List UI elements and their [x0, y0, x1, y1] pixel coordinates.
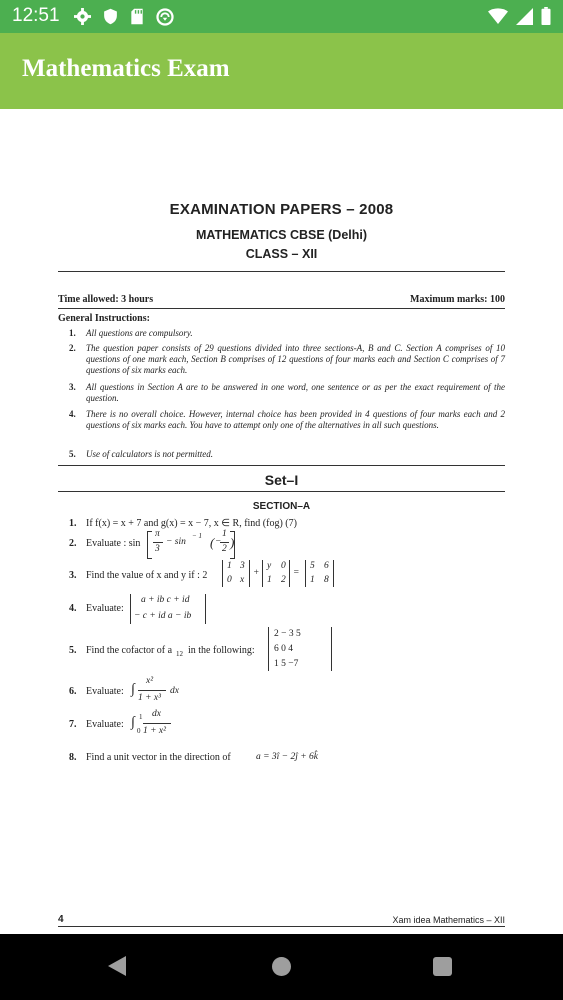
instruction-text: All questions are compulsory. — [86, 328, 193, 338]
instruction-text: All questions in Section A are to be answered in one word, one sentence or as per the exact requirement of the question. — [86, 382, 505, 403]
q2-pi: π — [155, 529, 160, 539]
q6-denominator: 1 + x³ — [138, 693, 161, 703]
q5-row-1: 2 − 3 5 — [274, 629, 301, 639]
bracket-left — [147, 531, 152, 559]
app-bar — [0, 33, 563, 109]
q3-m2-a: y — [267, 561, 272, 571]
section-title: SECTION–A — [252, 501, 311, 512]
q3-m1-c: 0 — [227, 575, 232, 585]
exam-subheading: MATHEMATICS CBSE (Delhi) — [195, 228, 368, 242]
integral-sign: ∫ — [131, 682, 135, 697]
q5-row-2: 6 0 4 — [274, 644, 293, 654]
q2-paren: ( — [210, 535, 215, 550]
fraction-line — [153, 542, 163, 543]
page-number: 4 — [58, 914, 64, 925]
q5-row-3: 1 5 −7 — [274, 659, 299, 669]
question-number: 1. — [69, 518, 77, 529]
max-marks: Maximum marks: 100 — [410, 294, 505, 305]
q7-upper-limit: 1 — [139, 713, 143, 721]
q5-tail: in the following: — [188, 645, 255, 656]
instruction-number: 1. — [69, 328, 76, 338]
integral-sign: ∫ — [131, 715, 135, 730]
sd-card-icon — [130, 8, 144, 25]
time-allowed: Time allowed: 3 hours — [58, 294, 154, 305]
instruction-item — [58, 449, 505, 460]
instruction-number: 3. — [69, 382, 76, 392]
exam-page[interactable] — [0, 109, 563, 934]
question-text: Evaluate : sin — [86, 538, 141, 549]
footer-book-title: Xam idea Mathematics – XII — [392, 915, 505, 925]
q4-row-1: a + ib c + id — [141, 595, 190, 605]
question-number: 8. — [69, 752, 77, 763]
instruction-item — [58, 409, 505, 431]
q2-exp: − 1 — [192, 532, 202, 540]
q3-m3-d: 8 — [324, 575, 329, 585]
q7-denominator: 1 + x² — [143, 726, 166, 736]
q3-m2-d: 2 — [281, 575, 286, 585]
status-bar — [0, 0, 563, 33]
instruction-text: The question paper consists of 29 questions divided into three sections-A, B and C. Section A comprises of 10 questions of one mark each, Section B comprises of 12 questions of four marks each and Section C comprises of 7 questions of six marks each. — [86, 343, 505, 375]
instruction-item — [58, 343, 505, 376]
fraction-line — [220, 542, 229, 543]
question-number: 7. — [69, 719, 77, 730]
question-text: Evaluate: — [86, 603, 124, 614]
battery-icon — [541, 7, 551, 25]
fraction-line — [138, 690, 166, 691]
general-instructions-title: General Instructions: — [58, 313, 150, 324]
question-number: 4. — [69, 603, 77, 614]
home-icon[interactable] — [272, 957, 291, 976]
q2-mid: − sin — [166, 537, 186, 547]
q3-m1-d: x — [240, 575, 245, 585]
instruction-item — [58, 382, 505, 404]
system-nav-bar — [0, 934, 563, 1000]
question-number: 5. — [69, 645, 77, 656]
divider — [58, 271, 505, 272]
question-text: Find the value of x and y if : 2 — [86, 570, 208, 581]
q6-numerator: x² — [146, 676, 154, 686]
q3-m2-b: 0 — [281, 561, 286, 571]
q3-m3-c: 1 — [310, 575, 315, 585]
q2-neg: − — [215, 537, 222, 547]
set-title: Set–I — [264, 472, 299, 488]
exam-heading: EXAMINATION PAPERS – 2008 — [169, 201, 394, 218]
q7-lower-limit: 0 — [137, 727, 141, 735]
question-number: 3. — [69, 570, 77, 581]
q3-m2-c: 1 — [267, 575, 272, 585]
q3-eq: = — [293, 568, 300, 578]
recents-icon[interactable] — [433, 957, 452, 976]
fraction-line — [143, 723, 171, 724]
exam-class: CLASS – XII — [245, 247, 318, 261]
back-icon[interactable] — [108, 956, 126, 976]
q2-paren-close: ) — [230, 535, 235, 550]
question-text: Find a unit vector in the direction of — [86, 752, 231, 763]
instruction-item — [58, 328, 505, 339]
question-text: If f(x) = x + 7 and g(x) = x − 7, x ∈ R, find (fog) (7) — [86, 518, 297, 529]
status-time: 12:51 — [12, 5, 60, 26]
q7-numerator: dx — [152, 709, 161, 719]
q2-three: 3 — [155, 544, 160, 554]
divider — [58, 491, 505, 492]
question-text: Evaluate: — [86, 686, 124, 697]
q3-m1-b: 3 — [240, 561, 245, 571]
instruction-number: 2. — [69, 343, 76, 353]
q3-m3-a: 5 — [310, 561, 315, 571]
q3-m1-a: 1 — [227, 561, 232, 571]
instruction-text: There is no overall choice. However, internal choice has been provided in 4 questions of four marks each and 2 questions of six marks each. You have to attempt only one of the alternatives in all such questions. — [86, 409, 505, 430]
signal-icon — [516, 8, 533, 25]
instruction-text: Use of calculators is not permitted. — [86, 449, 213, 459]
shield-icon — [103, 8, 118, 25]
q6-dx: dx — [170, 686, 179, 696]
instruction-number: 5. — [69, 449, 76, 459]
app-title: Mathematics Exam — [22, 55, 230, 82]
divider — [58, 308, 505, 309]
footer-divider — [58, 926, 505, 927]
q2-one: 1 — [222, 529, 227, 539]
status-left-icons — [74, 8, 174, 26]
bracket-right — [230, 531, 235, 559]
q4-row-2: − c + id a − ib — [134, 611, 192, 621]
instruction-number: 4. — [69, 409, 76, 419]
q3-plus: + — [253, 568, 260, 578]
sync-icon — [156, 8, 174, 26]
divider — [58, 465, 505, 466]
q5-subscript: 12 — [176, 650, 183, 658]
settings-icon — [74, 8, 91, 25]
wifi-icon — [488, 8, 508, 25]
status-right-icons — [488, 7, 551, 25]
question-text: Find the cofactor of a — [86, 645, 173, 656]
q8-vector: a = 3î − 2ĵ + 6k̂ — [256, 752, 318, 762]
q2-two: 2 — [222, 544, 227, 554]
q3-m3-b: 6 — [324, 561, 329, 571]
question-text: Evaluate: — [86, 719, 124, 730]
question-number: 2. — [69, 538, 77, 549]
question-number: 6. — [69, 686, 77, 697]
